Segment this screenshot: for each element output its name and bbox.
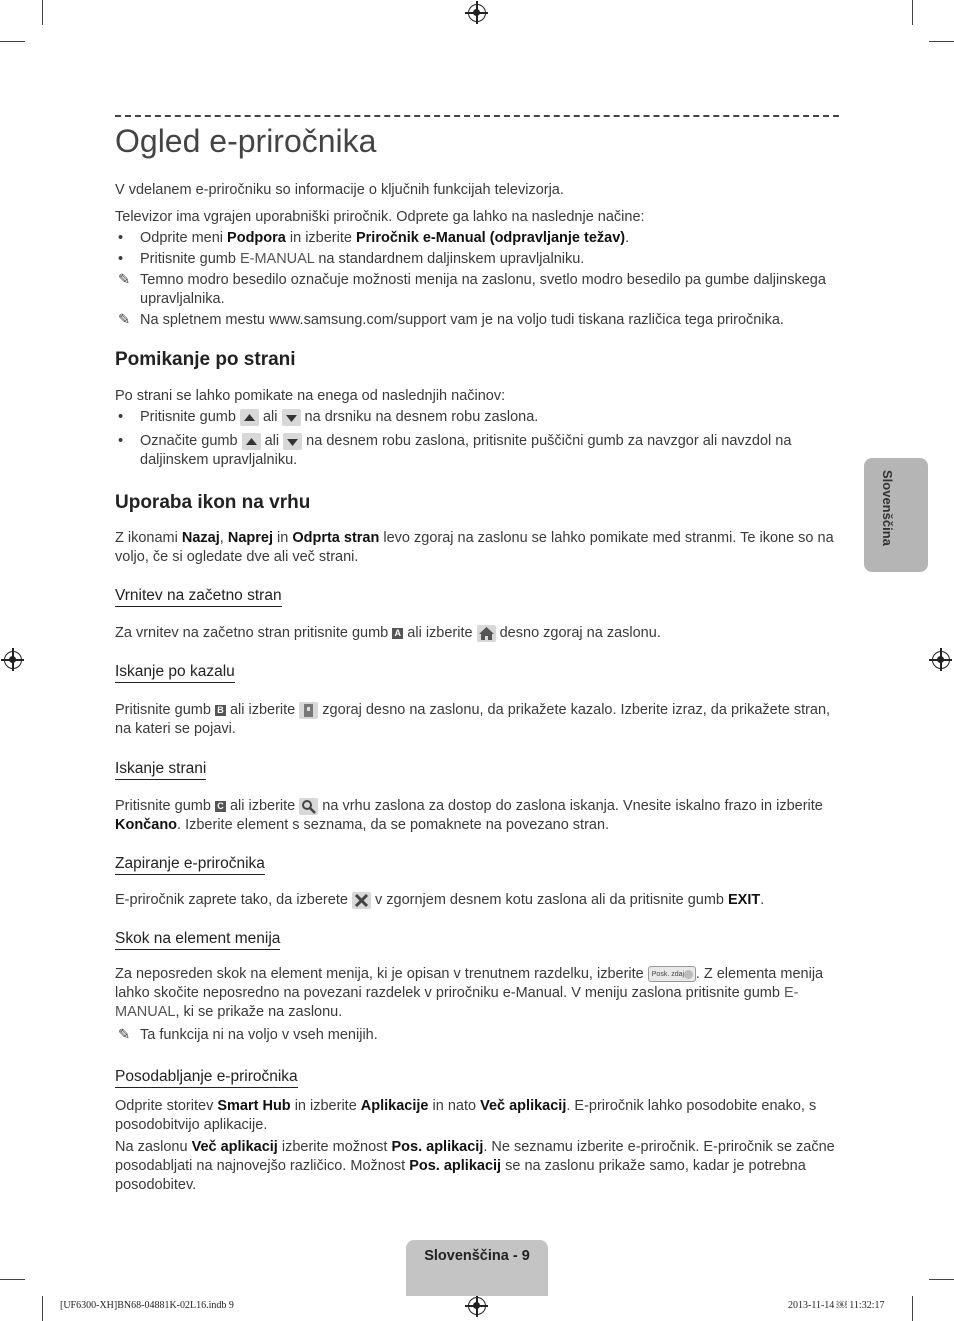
try-now-button: Posk. zdaj <box>648 966 696 982</box>
intro-paragraph: Televizor ima vgrajen uporabniški priročnik. Odprete ga lahko na naslednje načine: <box>115 209 645 225</box>
close-icon <box>352 892 371 909</box>
list-item: • Odprite meni Podpora in izberite Priročnik e-Manual (odpravljanje težav). <box>118 230 630 246</box>
subsection-heading: Posodabljanje e-priročnika <box>115 1068 298 1088</box>
arrow-up-icon <box>242 433 261 450</box>
crop-mark <box>912 0 913 25</box>
print-file-info: [UF6300-XH]BN68-04881K-02L16.indb 9 <box>60 1300 234 1311</box>
section-paragraph: Po strani se lahko pomikate na enega od naslednjih načinov: <box>115 388 506 404</box>
registration-mark-icon <box>4 651 22 669</box>
crop-mark <box>42 0 43 25</box>
arrow-down-icon <box>282 409 301 426</box>
registration-mark-icon <box>468 1297 486 1315</box>
index-icon <box>299 702 318 719</box>
crop-mark <box>929 1279 954 1280</box>
note-pencil-icon: ✎ <box>118 1027 131 1043</box>
subsection-paragraph: Pritisnite gumb B ali izberite zgoraj desno na zaslonu, da prikažete kazalo. Izberite izraz, da prikažete stran, na kateri se pojavi. <box>115 702 831 737</box>
intro-paragraph: V vdelanem e-priročniku so informacije o ključnih funkcijah televizorja. <box>115 182 564 198</box>
page-number: Slovenščina - 9 <box>424 1248 530 1264</box>
c-button-icon: C <box>215 801 226 812</box>
play-icon <box>684 970 693 979</box>
note-item: ✎ Ta funkcija ni na voljo v vseh menijih. <box>118 1027 378 1043</box>
language-tab-label: Slovenščina <box>880 470 895 546</box>
print-timestamp: 2013-11-14 ￼ 11:32:17 <box>788 1300 885 1311</box>
crop-mark <box>0 41 25 42</box>
section-heading: Pomikanje po strani <box>115 349 296 370</box>
title-divider <box>115 115 839 117</box>
registration-mark-icon <box>468 4 486 22</box>
section-paragraph: Z ikonami Nazaj, Naprej in Odprta stran levo zgoraj na zaslonu se lahko pomikate med stranmi. Te ikone so na voljo, če si ogledate dve ali več strani. <box>115 530 834 565</box>
subsection-paragraph: E-priročnik zaprete tako, da izberete v zgornjem desnem kotu zaslona ali da pritisnite gumb EXIT. <box>115 892 765 908</box>
arrow-up-icon <box>240 409 259 426</box>
registration-mark-icon <box>932 651 950 669</box>
note-item: ✎ Temno modro besedilo označuje možnosti menija na zaslonu, svetlo modro besedilo pa gumbe daljinskega upravljalnika. <box>118 272 826 307</box>
b-button-icon: B <box>215 705 226 716</box>
section-heading: Uporaba ikon na vrhu <box>115 492 311 513</box>
subsection-paragraph: Na zaslonu Več aplikacij izberite možnost Pos. aplikacij. Ne seznamu izberite e-priročnik. E-priročnik se začne posodabljati na najnovejšo različico. Možnost Pos. aplikacij se na zaslonu prikaže samo, kadar je potrebna posodobitev. <box>115 1139 835 1193</box>
crop-mark <box>0 1279 25 1280</box>
note-pencil-icon: ✎ <box>118 272 131 288</box>
home-icon <box>477 625 496 642</box>
subsection-paragraph: Odprite storitev Smart Hub in izberite Aplikacije in nato Več aplikacij. E-priročnik lahko posodobite enako, s posodobitvijo aplikacije. <box>115 1098 817 1133</box>
note-item: ✎ Na spletnem mestu www.samsung.com/support vam je na voljo tudi tiskana različica tega priročnika. <box>118 312 784 328</box>
subsection-heading: Skok na element menija <box>115 930 280 950</box>
crop-mark <box>912 1296 913 1321</box>
list-item: • Pritisnite gumb ali na drsniku na desnem robu zaslona. <box>118 409 539 425</box>
subsection-heading: Iskanje po kazalu <box>115 663 235 683</box>
subsection-heading: Iskanje strani <box>115 760 206 780</box>
arrow-down-icon <box>283 433 302 450</box>
language-tab <box>864 458 928 572</box>
subsection-heading: Zapiranje e-priročnika <box>115 855 265 875</box>
list-item: • Označite gumb ali na desnem robu zaslona, pritisnite puščični gumb za navzgor ali navzdol na daljinskem upravljalniku. <box>118 433 792 468</box>
search-icon <box>299 798 318 815</box>
subsection-heading: Vrnitev na začetno stran <box>115 587 282 607</box>
crop-mark <box>42 1296 43 1321</box>
subsection-paragraph: Pritisnite gumb C ali izberite na vrhu zaslona za dostop do zaslona iskanja. Vnesite iskalno frazo in izberite Končano. Izberite element s seznama, da se pomaknete na povezano stran. <box>115 798 823 833</box>
list-item: • Pritisnite gumb E-MANUAL na standardnem daljinskem upravljalniku. <box>118 251 585 267</box>
crop-mark <box>929 41 954 42</box>
a-button-icon: A <box>392 628 403 639</box>
note-pencil-icon: ✎ <box>118 312 131 328</box>
page-title: Ogled e-priročnika <box>115 123 377 159</box>
subsection-paragraph: Za neposreden skok na element menija, ki je opisan v trenutnem razdelku, izberite Posk. zdaj . Z elementa menija lahko skočite neposredno na povezani razdelek v priročniku e-Manual. V meniju zaslona pritisnite gumb E-MANUAL, ki se prikaže na zaslonu. <box>115 966 824 1020</box>
subsection-paragraph: Za vrnitev na začetno stran pritisnite gumb A ali izberite desno zgoraj na zaslonu. <box>115 625 661 641</box>
